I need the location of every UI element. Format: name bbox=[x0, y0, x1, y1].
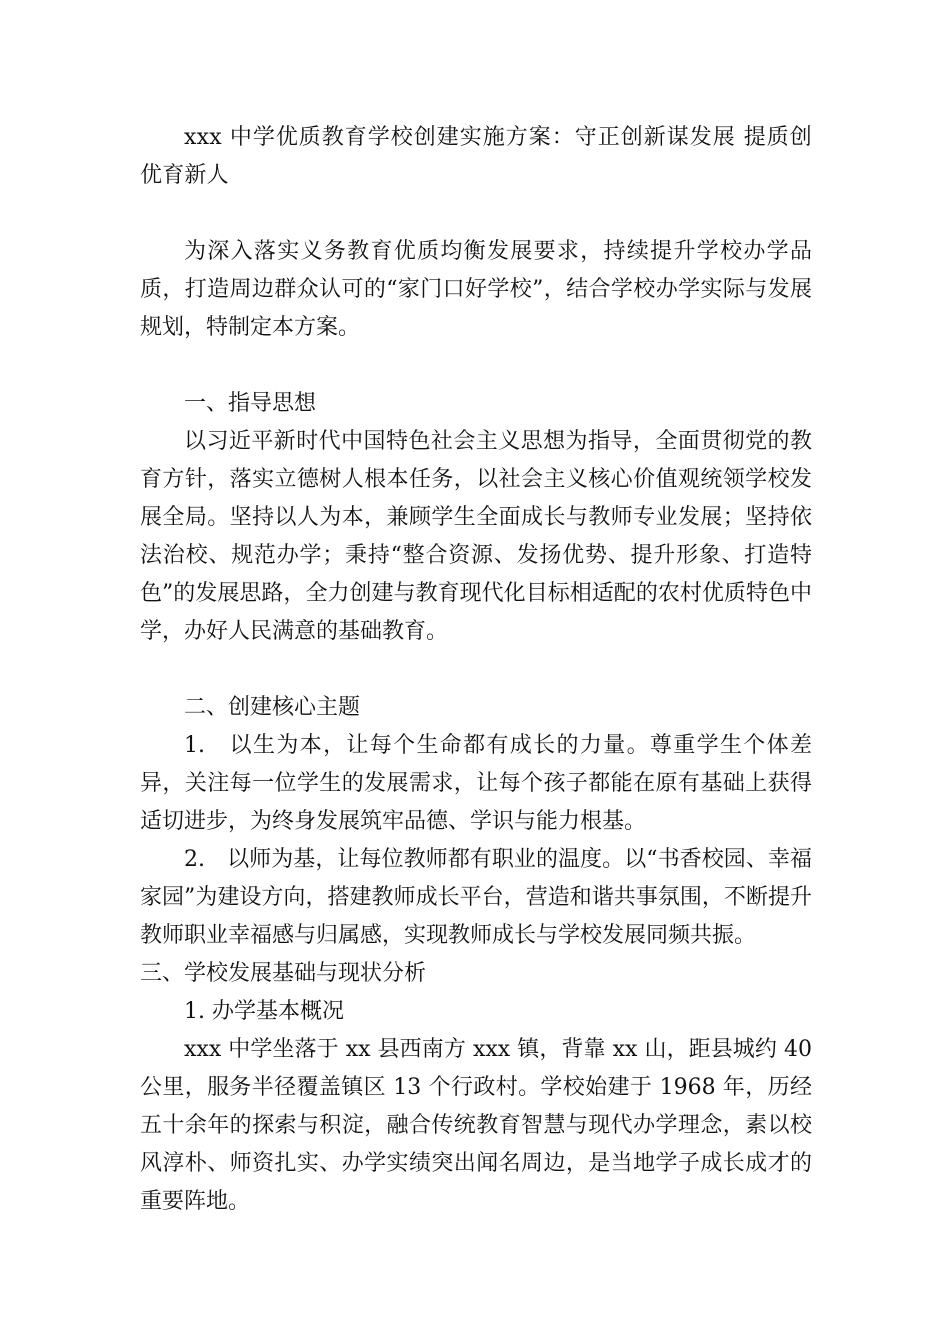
document-body bbox=[140, 119, 812, 1221]
spacer bbox=[140, 195, 812, 233]
spacer bbox=[140, 347, 812, 385]
section-2-heading: 二、创建核心主题 bbox=[184, 695, 361, 720]
spacer bbox=[140, 651, 812, 689]
intro-paragraph: 为深入落实义务教育优质均衡发展要求，持续提升学校办学品质，打造周边群众认可的“家门口好学校”，结合学校办学实际与发展规划，特制定本方案。 bbox=[140, 239, 812, 340]
section-3-sub-1-body: xxx 中学坐落于 xx 县西南方 xxx 镇，背靠 xx 山，距县城约 40 公里，服务半径覆盖镇区 13 个行政村。学校始建于 1968 年，历经五十余年的探索与积淀，融合传统教育智慧与现代办学理念，素以校风淳朴、师资扎实、办学实绩突出闻名周边，是当地学子成长成才的重要阵地。 bbox=[140, 1037, 812, 1214]
document-title: xxx 中学优质教育学校创建实施方案：守正创新谋发展 提质创优育新人 bbox=[140, 125, 812, 188]
section-1-body: 以习近平新时代中国特色社会主义思想为指导，全面贯彻党的教育方针，落实立德树人根本任务，以社会主义核心价值观统领学校发展全局。坚持以人为本，兼顾学生全面成长与教师专业发展；坚持依法治校、规范办学；秉持“整合资源、发扬优势、提升形象、打造特色”的发展思路，全力创建与教育现代化目标相适配的农村优质特色中学，办好人民满意的基础教育。 bbox=[140, 429, 812, 644]
section-2-item-1: 1. 以生为本，让每个生命都有成长的力量。尊重学生个体差异，关注每一位学生的发展需求，让每个孩子都能在原有基础上获得适切进步，为终身发展筑牢品德、学识与能力根基。 bbox=[140, 733, 812, 834]
section-3-sub-1-heading: 1. 办学基本概况 bbox=[184, 999, 344, 1024]
section-2-item-2: 2. 以师为基，让每位教师都有职业的温度。以“书香校园、幸福家园”为建设方向，搭建教师成长平台，营造和谐共事氛围，不断提升教师职业幸福感与归属感，实现教师成长与学校发展同频共振。 bbox=[140, 847, 812, 948]
section-3-heading: 三、学校发展基础与现状分析 bbox=[140, 961, 427, 986]
section-1-heading: 一、指导思想 bbox=[184, 391, 317, 416]
